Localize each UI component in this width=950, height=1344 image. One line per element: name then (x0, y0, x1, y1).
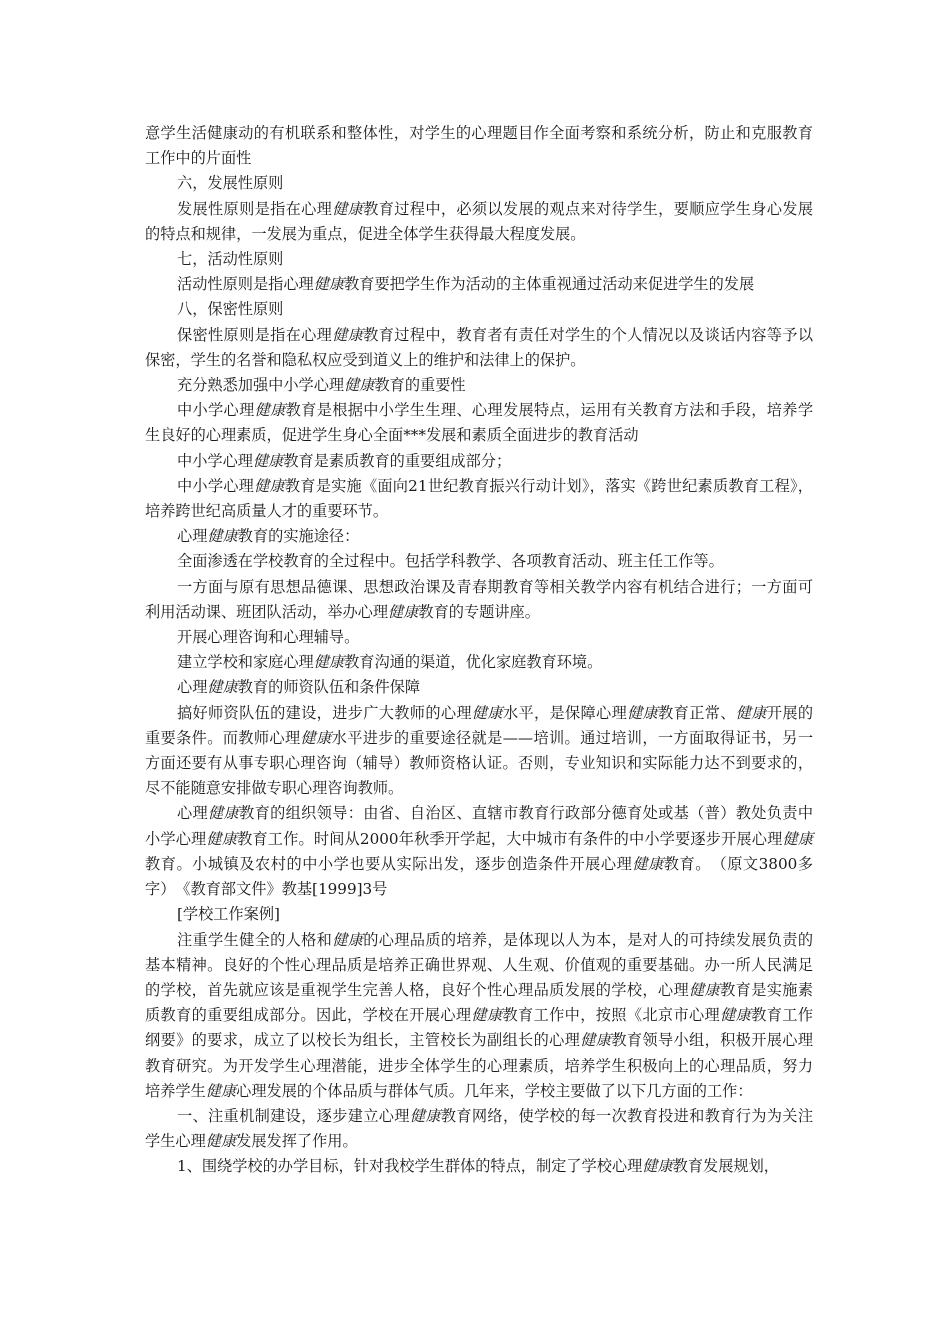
emphasis-term: 健康 (642, 1157, 673, 1176)
paragraph: 中小学心理健康教育是实施《面向21世纪教育振兴行动计划》，落实《跨世纪素质教育工程》，培养跨世纪高质量人才的重要环节。 (145, 476, 813, 521)
paragraph: 搞好师资队伍的建设，进步广大教师的心理健康水平，是保障心理健康教育正常、健康开展的重要条件。而教师心理健康水平进步的重要途径就是——培训。通过培训，一方面取得证书，另一方面还要有从事专职心理咨询（辅导）教师资格认证。否则，专业知识和实际能力达不到要求的，尽不能随意安排做专职心理咨询教师。 (145, 703, 814, 798)
paragraph: 七，活动性原则 (177, 250, 284, 269)
emphasis-term: 健康 (720, 1006, 752, 1025)
emphasis-term: 健康 (332, 325, 364, 344)
paragraph: 中小学心理健康教育是根据中小学生生理、心理发展特点，运用有关教育方法和手段，培养学生良好的心理素质，促进学生身心全面***发展和素质全面进步的教育活动 (145, 401, 814, 445)
paragraph: 活动性原则是指心理健康教育要把学生作为活动的主体重视通过活动来促进学生的发展 (177, 275, 755, 294)
emphasis-term: 健康 (206, 829, 238, 848)
paragraph: 一、注重机制建设，逐步建立心理健康教育网络，使学校的每一次教育投进和教育行为为关注学生心理健康发展发挥了作用。 (145, 1106, 814, 1151)
paragraph: 八，保密性原则 (177, 300, 284, 319)
emphasis-term: 健康 (207, 527, 238, 546)
emphasis-term: 健康 (205, 1132, 237, 1151)
emphasis-term: 健康 (388, 602, 419, 621)
emphasis-term: 健康 (332, 199, 364, 218)
paragraph: 六，发展性原则 (177, 174, 284, 193)
emphasis-term: 健康 (735, 703, 767, 722)
paragraph: 开展心理咨询和心理辅导。 (177, 628, 360, 647)
emphasis-term: 健康 (332, 930, 364, 949)
paragraph: 心理健康教育的实施途径： (177, 527, 360, 546)
emphasis-term: 健康 (313, 275, 345, 294)
emphasis-term: 健康 (632, 854, 664, 873)
paragraph: 保密性原则是指在心理健康教育过程中，教育者有责任对学生的个人情况以及谈话内容等予以保密，学生的名誉和隐私权应受到道义上的维护和法律上的保护。 (145, 325, 814, 369)
emphasis-term: 健康 (471, 1006, 503, 1025)
emphasis-term: 健康 (471, 703, 503, 722)
emphasis-term: 健康 (689, 980, 721, 999)
paragraph: 注重学生健全的人格和健康的心理品质的培养，是体现以人为本，是对人的可持续发展负责的基本精神。良好的个性心理品质是培养正确世界观、人生观、价值观的重要基础。办一所人民满足的学校，首先就应该是重视学生完善人格，良好个性心理品质发展的学校，心理健康教育是实施素质教育的重要组成部分。因此，学校在开展心理健康教育工作中，按照《北京市心理健康教育工作纲要》的要求，成立了以校长为组长，主管校长为副组长的心理健康教育领导小组，积极开展心理教育研究。为开发学生心理潜能，进步全体学生的心理素质，培养学生积极向上的心理品质，努力培养学生健康心理发展的个体品质与群体气质。几年来，学校主要做了以下几方面的工作： (145, 930, 814, 1100)
emphasis-term: 健康 (344, 376, 375, 395)
emphasis-term: 健康 (254, 401, 286, 420)
emphasis-term: 健康 (409, 1106, 441, 1125)
emphasis-term: 健康 (627, 703, 659, 722)
paragraph: 发展性原则是指在心理健康教育过程中，必须以发展的观点来对待学生，要顺应学生身心发展的特点和规律，一发展为重点，促进全体学生获得最大程度发展。 (145, 199, 814, 243)
paragraph: 心理健康教育的师资队伍和条件保障 (177, 678, 420, 697)
paragraph: 全面渗透在学校教育的全过程中。包括学科教学、各项教育活动、班主任工作等。 (177, 552, 724, 571)
paragraph: 心理健康教育的组织领导：由省、自治区、直辖市教育行政部分德育处或基（普）教处负责中小学心理健康教育工作。时间从2000年秋季开学起，大中城市有条件的中小学要逐步开展心理健康教育。小城镇及农村的中小学也要从实际出发，逐步创造条件开展心理健康教育。 （原文3800多字） 《教育部文件》教基[1999]3号 (145, 804, 814, 899)
paragraph: [学校工作案例] (177, 905, 280, 924)
paragraph: 中小学心理健康教育是素质教育的重要组成部分； (177, 451, 512, 470)
document-body (145, 121, 813, 1180)
paragraph: 建立学校和家庭心理健康教育沟通的渠道，优化家庭教育环境。 (177, 653, 603, 672)
emphasis-term: 健康 (208, 804, 240, 823)
emphasis-term: 健康 (313, 653, 345, 672)
emphasis-term: 健康 (782, 829, 814, 848)
emphasis-term: 健康 (580, 1031, 612, 1050)
emphasis-term: 健康 (300, 728, 332, 747)
paragraph: 一方面与原有思想品德课、思想政治课及青春期教育等相关教学内容有机结合进行；一方面可利用活动课、班团队活动，举办心理健康教育的专题讲座。 (145, 577, 813, 621)
paragraph: 意学生活健康动的有机联系和整体性，对学生的心理题目作全面考察和系统分析，防止和克服教育工作中的片面性 (145, 124, 813, 168)
emphasis-term: 健康 (207, 678, 238, 697)
paragraph: 1、围绕学校的办学目标，针对我校学生群体的特点，制定了学校心理健康教育发展规划， (177, 1157, 779, 1176)
emphasis-term: 健康 (205, 1081, 237, 1100)
paragraph: 充分熟悉加强中小学心理健康教育的重要性 (177, 376, 466, 395)
emphasis-term: 健康 (254, 476, 285, 495)
emphasis-term: 健康 (252, 451, 284, 470)
